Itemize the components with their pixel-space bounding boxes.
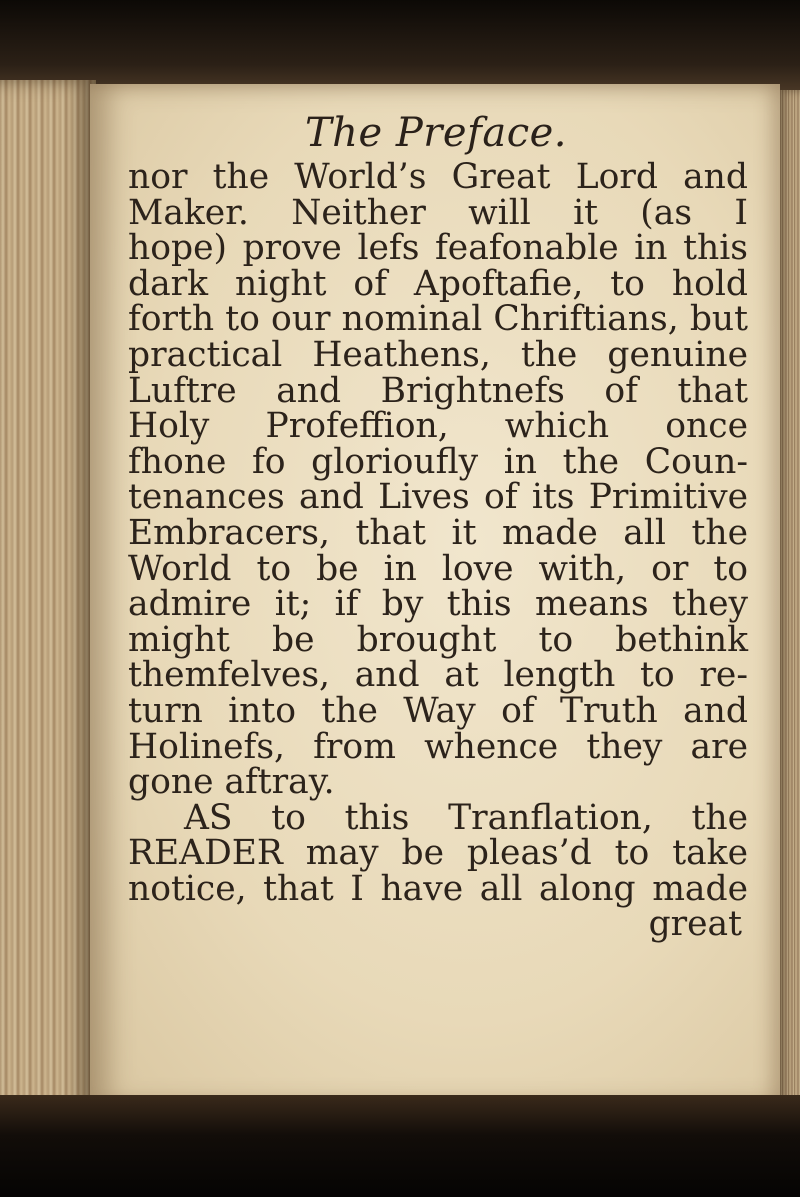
text-line: tenances and Lives of its Primitive (128, 477, 748, 518)
text-line: notice, that I have all along made (128, 868, 748, 909)
text-line: READER may be pleas’d to take (128, 833, 748, 874)
book-page (90, 84, 780, 1106)
text-line: nor the World’s Great Lord and (128, 157, 748, 197)
text-line: Holy Profeffion, which once (128, 406, 748, 447)
text-line: World to be in love with, or to (128, 548, 748, 589)
bottom-shadow (0, 1095, 800, 1197)
running-header: The Preface. (305, 110, 567, 156)
text-line: gone aftray. (128, 762, 335, 803)
top-shadow (0, 0, 800, 92)
text-line: admire it; if by this means they (128, 584, 748, 625)
text-line: forth to our nominal Chriftians, but (128, 299, 748, 340)
text-line-paragraph-start: AS to this Tranflation, the (184, 797, 748, 838)
text-line: Luftre and Brightnefs of that (128, 370, 748, 411)
text-line: practical Heathens, the genuine (128, 334, 748, 375)
text-line: might be brought to bethink (128, 619, 748, 660)
text-line: dark night of Apoftafie, to hold (128, 263, 748, 304)
catchword: great (648, 904, 742, 945)
text-line: Holinefs, from whence they are (128, 726, 748, 767)
text-line: Embracers, that it made all the (128, 512, 748, 553)
text-line: turn into the Way of Truth and (128, 690, 748, 731)
body-text (128, 157, 748, 945)
text-line: fhone fo glorioufly in the Coun- (128, 441, 748, 482)
text-line: Maker. Neither will it (as I (128, 192, 748, 233)
book-page-edges-left (0, 80, 96, 1120)
text-line: themfelves, and at length to re- (128, 655, 748, 696)
text-line: hope) prove lefs feafonable in this (128, 228, 748, 269)
